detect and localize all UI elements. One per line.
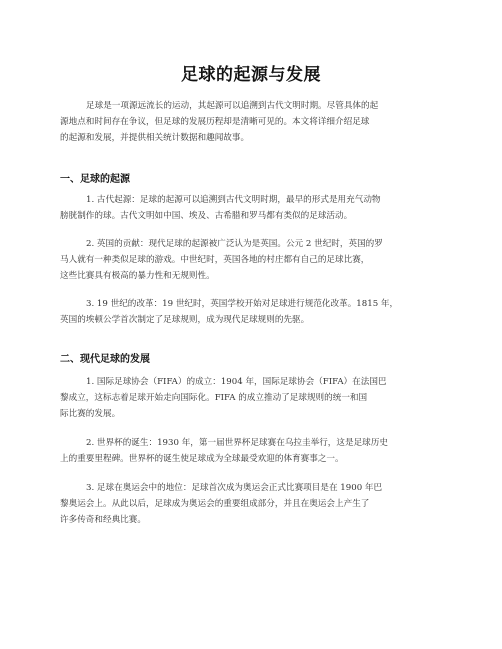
text-line: 黎奥运会上。从此以后，足球成为奥运会的重要组成部分，并且在奥运会上产生了 — [60, 499, 370, 509]
text-line: 2. 世界杯的诞生：1930 年，第一届世界杯足球赛在乌拉圭举行，这是足球历史 — [86, 438, 388, 448]
text-line: 黎成立，这标志着足球开始走向国际化。FIFA 的成立推动了足球规则的统一和国 — [60, 393, 368, 403]
section-heading-origin: 一、足球的起源 — [60, 174, 130, 185]
section-2-item-2 — [60, 435, 450, 467]
text-line: 许多传奇和经典比赛。 — [60, 515, 146, 525]
text-line: 3. 19 世纪的改革：19 世纪时，英国学校开始对足球进行规范化改革。1815 年， — [86, 299, 399, 309]
document-title: 足球的起源与发展 — [181, 65, 321, 85]
section-1-item-2 — [60, 236, 450, 284]
text-line: 1. 古代起源：足球的起源可以追溯到古代文明时期，最早的形式是用充气动物 — [86, 195, 381, 205]
section-1-item-1 — [60, 192, 450, 224]
text-line: 足球是一项源远流长的运动，其起源可以追溯到古代文明时期。尽管具体的起 — [86, 101, 379, 111]
text-line: 这些比赛具有极高的暴力性和无规则性。 — [60, 271, 215, 281]
text-line: 2. 英国的贡献：现代足球的起源被广泛认为是英国。公元 2 世纪时，英国的罗 — [86, 239, 383, 249]
text-line: 马人就有一种类似足球的游戏。中世纪时，英国各地的村庄都有自己的足球比赛， — [60, 255, 370, 265]
section-1-item-3 — [60, 296, 450, 328]
text-line: 的起源和发展，并提供相关统计数据和趣闻故事。 — [60, 133, 250, 143]
section-2-item-1 — [60, 374, 450, 422]
text-line: 源地点和时间存在争议，但足球的发展历程却是清晰可见的。本文将详细介绍足球 — [60, 117, 370, 127]
section-heading-modern: 二、现代足球的发展 — [60, 354, 150, 365]
text-line: 膀胱制作的球。古代文明如中国、埃及、古希腊和罗马都有类似的足球活动。 — [60, 211, 353, 221]
text-line: 英国的埃顿公学首次制定了足球规则，成为现代足球规则的先驱。 — [60, 315, 310, 325]
section-2-item-3 — [60, 480, 450, 528]
intro-paragraph — [60, 98, 450, 146]
text-line: 上的重要里程碑。世界杯的诞生使足球成为全球最受欢迎的体育赛事之一。 — [60, 454, 344, 464]
text-line: 3. 足球在奥运会中的地位：足球首次成为奥运会正式比赛项目是在 1900 年巴 — [86, 483, 383, 493]
text-line: 1. 国际足球协会（FIFA）的成立：1904 年，国际足球协会（FIFA）在法国巴 — [86, 377, 387, 387]
text-line: 际比赛的发展。 — [60, 409, 121, 419]
